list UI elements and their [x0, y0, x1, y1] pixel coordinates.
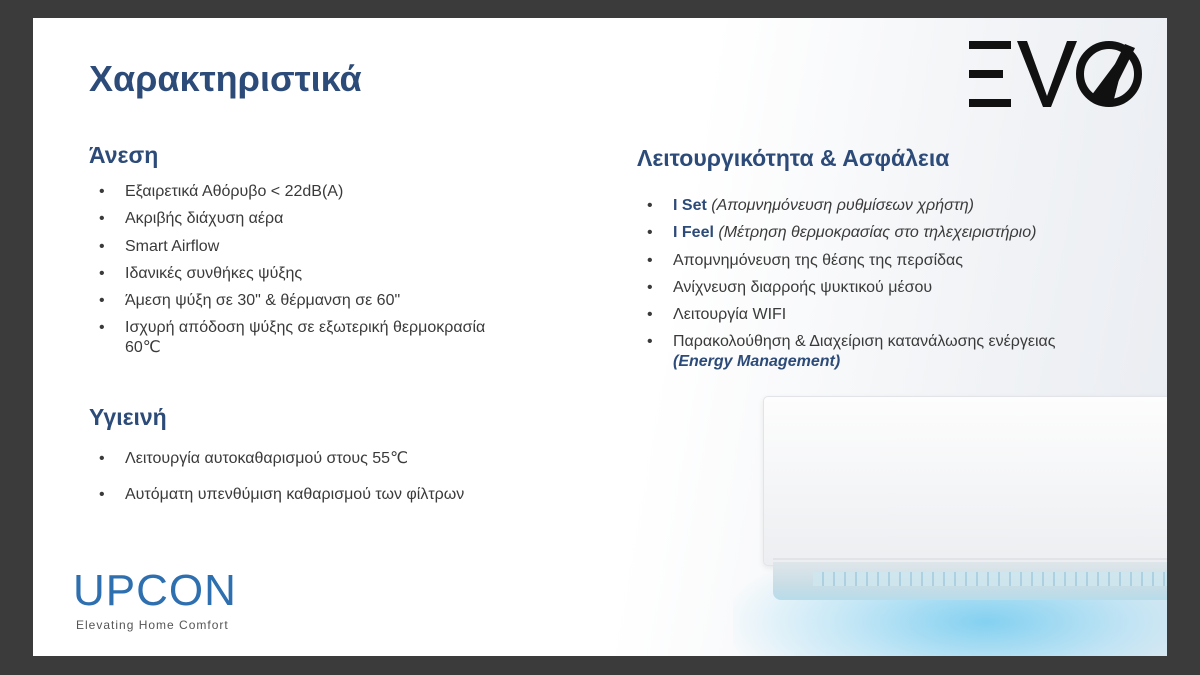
hygiene-heading: Υγιεινή: [89, 404, 167, 430]
list-item: • I Feel (Μέτρηση θερμοκρασίας στο τηλεχειριστήριο): [647, 224, 1037, 242]
list-item: • Εξαιρετικά Αθόρυβο < 22dB(A): [99, 183, 344, 200]
list-item: • Ακριβής διάχυση αέρα: [99, 210, 284, 228]
hygiene-list: [89, 449, 589, 521]
upcon-logo: [73, 566, 253, 636]
list-item: • I Set (Απομνημόνευση ρυθμίσεων χρήστη): [647, 197, 974, 214]
list-item: • Λειτουργία WIFI: [647, 306, 787, 324]
functionality-heading: Λειτουργικότητα & Ασφάλεια: [637, 145, 950, 171]
list-item: • Λειτουργία αυτοκαθαρισμού στους 55℃: [99, 450, 409, 467]
comfort-heading: Άνεση: [89, 142, 159, 168]
air-conditioner-seam: [773, 558, 1167, 560]
list-item: • Smart Airflow: [99, 237, 220, 255]
list-item: • Ανίχνευση διαρροής ψυκτικού μέσου: [647, 278, 933, 296]
page-title: Χαρακτηριστικά: [89, 58, 362, 99]
upcon-wordmark: UPCON: [73, 566, 237, 615]
functionality-list: [637, 196, 1137, 380]
list-item: • Παρακολούθηση & Διαχείριση κατανάλωσης ενέργειας (Energy Management): [647, 333, 1056, 371]
air-conditioner-unit: [763, 396, 1167, 566]
upcon-tagline: Elevating Home Comfort: [76, 618, 229, 632]
list-item: • Ιδανικές συνθήκες ψύξης: [99, 264, 303, 282]
slide: [33, 18, 1167, 656]
air-conditioner-vent: [813, 572, 1167, 586]
list-item: • Ισχυρή απόδοση ψύξης σε εξωτερική θερμοκρασία 60℃: [99, 319, 486, 357]
evo-logo: [967, 38, 1145, 110]
list-item: • Απομνημόνευση της θέσης της περσίδας: [647, 251, 963, 269]
list-item: • Αυτόματη υπενθύμιση καθαρισμού των φίλτρων: [99, 486, 465, 503]
comfort-list: [89, 182, 589, 366]
list-item: • Άμεση ψύξη σε 30" & θέρμανση σε 60": [99, 292, 401, 310]
